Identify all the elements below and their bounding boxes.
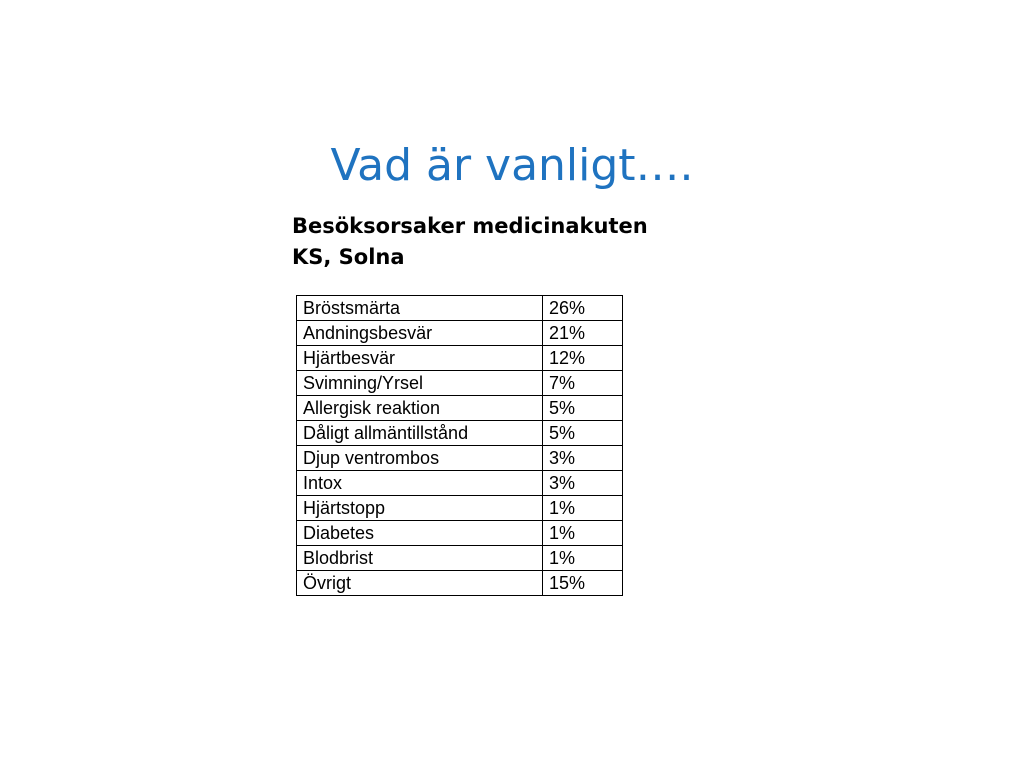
table-row	[297, 296, 623, 321]
table-row	[297, 371, 623, 396]
table-row	[297, 521, 623, 546]
reason-percentage: 12%	[543, 346, 623, 371]
reason-percentage: 15%	[543, 571, 623, 596]
reason-percentage: 3%	[543, 446, 623, 471]
reason-percentage: 1%	[543, 496, 623, 521]
table-caption	[292, 211, 648, 273]
reason-label: Blodbrist	[297, 546, 543, 571]
table-row	[297, 471, 623, 496]
table-row	[297, 571, 623, 596]
reason-percentage: 1%	[543, 521, 623, 546]
reason-percentage: 5%	[543, 396, 623, 421]
caption-line-1: Besöksorsaker medicinakuten	[292, 214, 648, 238]
reason-label: Diabetes	[297, 521, 543, 546]
reason-label: Intox	[297, 471, 543, 496]
table-row	[297, 321, 623, 346]
reason-label: Allergisk reaktion	[297, 396, 543, 421]
reason-percentage: 1%	[543, 546, 623, 571]
reason-label: Övrigt	[297, 571, 543, 596]
reason-percentage: 26%	[543, 296, 623, 321]
reason-percentage: 21%	[543, 321, 623, 346]
reason-label: Bröstsmärta	[297, 296, 543, 321]
table-row	[297, 346, 623, 371]
reason-label: Hjärtstopp	[297, 496, 543, 521]
reason-percentage: 3%	[543, 471, 623, 496]
reason-percentage: 5%	[543, 421, 623, 446]
reason-label: Djup ventrombos	[297, 446, 543, 471]
reason-percentage: 7%	[543, 371, 623, 396]
reason-label: Svimning/Yrsel	[297, 371, 543, 396]
slide-title: Vad är vanligt….	[330, 140, 694, 191]
caption-line-2: KS, Solna	[292, 245, 405, 269]
table-row	[297, 546, 623, 571]
table-row	[297, 446, 623, 471]
table-row	[297, 396, 623, 421]
table-row	[297, 421, 623, 446]
reason-label: Hjärtbesvär	[297, 346, 543, 371]
reason-label: Andningsbesvär	[297, 321, 543, 346]
reason-label: Dåligt allmäntillstånd	[297, 421, 543, 446]
visit-reasons-table	[296, 295, 623, 596]
table-row	[297, 496, 623, 521]
